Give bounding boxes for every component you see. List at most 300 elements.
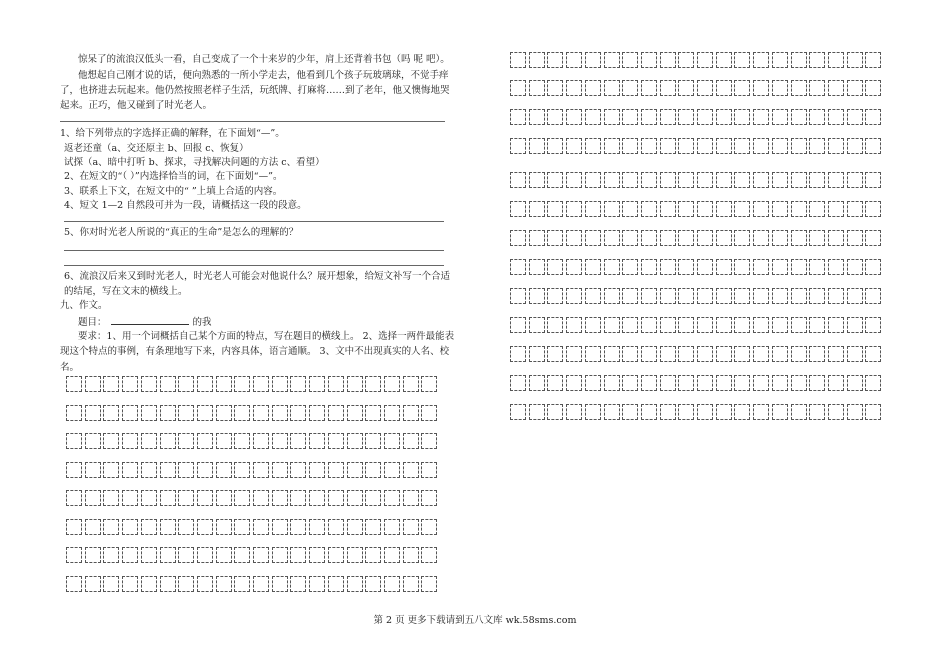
writing-cell[interactable] bbox=[309, 576, 325, 592]
writing-cell[interactable] bbox=[697, 201, 713, 217]
writing-cell[interactable] bbox=[290, 519, 306, 535]
writing-cell[interactable] bbox=[328, 462, 344, 478]
writing-cell[interactable] bbox=[865, 317, 881, 333]
writing-cell[interactable] bbox=[566, 288, 582, 304]
writing-cell[interactable] bbox=[622, 346, 638, 362]
writing-cell[interactable] bbox=[529, 109, 545, 125]
writing-cell[interactable] bbox=[809, 375, 825, 391]
writing-cell[interactable] bbox=[122, 490, 138, 506]
writing-cell[interactable] bbox=[772, 201, 788, 217]
writing-cell[interactable] bbox=[791, 109, 807, 125]
writing-cell[interactable] bbox=[547, 346, 563, 362]
writing-cell[interactable] bbox=[772, 230, 788, 246]
writing-cell[interactable] bbox=[678, 80, 694, 96]
writing-cell[interactable] bbox=[585, 138, 601, 154]
writing-cell[interactable] bbox=[290, 576, 306, 592]
writing-cell[interactable] bbox=[547, 52, 563, 68]
writing-cell[interactable] bbox=[85, 490, 101, 506]
writing-cell[interactable] bbox=[384, 376, 400, 392]
writing-cell[interactable] bbox=[865, 138, 881, 154]
writing-cell[interactable] bbox=[197, 576, 213, 592]
writing-cell[interactable] bbox=[697, 317, 713, 333]
writing-cell[interactable] bbox=[847, 375, 863, 391]
writing-cell[interactable] bbox=[547, 109, 563, 125]
writing-cell[interactable] bbox=[678, 201, 694, 217]
writing-cell[interactable] bbox=[529, 346, 545, 362]
writing-cell[interactable] bbox=[272, 376, 288, 392]
writing-cell[interactable] bbox=[716, 109, 732, 125]
writing-cell[interactable] bbox=[309, 462, 325, 478]
writing-cell[interactable] bbox=[529, 52, 545, 68]
writing-cell[interactable] bbox=[529, 138, 545, 154]
writing-cell[interactable] bbox=[622, 317, 638, 333]
writing-cell[interactable] bbox=[847, 201, 863, 217]
writing-cell[interactable] bbox=[791, 346, 807, 362]
writing-cell[interactable] bbox=[272, 433, 288, 449]
writing-cell[interactable] bbox=[365, 576, 381, 592]
writing-cell[interactable] bbox=[585, 288, 601, 304]
writing-cell[interactable] bbox=[421, 576, 437, 592]
writing-cell[interactable] bbox=[716, 317, 732, 333]
writing-cell[interactable] bbox=[421, 547, 437, 563]
writing-cell[interactable] bbox=[347, 405, 363, 421]
writing-cell[interactable] bbox=[403, 462, 419, 478]
writing-cell[interactable] bbox=[160, 547, 176, 563]
writing-cell[interactable] bbox=[216, 462, 232, 478]
composition-title-blank[interactable] bbox=[111, 315, 189, 325]
writing-cell[interactable] bbox=[66, 405, 82, 421]
writing-cell[interactable] bbox=[529, 230, 545, 246]
writing-cell[interactable] bbox=[791, 172, 807, 188]
writing-cell[interactable] bbox=[604, 288, 620, 304]
writing-cell[interactable] bbox=[585, 346, 601, 362]
writing-cell[interactable] bbox=[566, 80, 582, 96]
writing-cell[interactable] bbox=[178, 405, 194, 421]
writing-cell[interactable] bbox=[365, 547, 381, 563]
writing-cell[interactable] bbox=[660, 317, 676, 333]
writing-cell[interactable] bbox=[734, 138, 750, 154]
writing-cell[interactable] bbox=[365, 405, 381, 421]
writing-cell[interactable] bbox=[566, 317, 582, 333]
writing-cell[interactable] bbox=[403, 433, 419, 449]
writing-cell[interactable] bbox=[566, 230, 582, 246]
writing-cell[interactable] bbox=[604, 317, 620, 333]
writing-cell[interactable] bbox=[697, 404, 713, 420]
writing-cell[interactable] bbox=[809, 80, 825, 96]
writing-cell[interactable] bbox=[753, 172, 769, 188]
writing-cell[interactable] bbox=[585, 404, 601, 420]
writing-cell[interactable] bbox=[791, 80, 807, 96]
writing-cell[interactable] bbox=[234, 405, 250, 421]
writing-cell[interactable] bbox=[253, 519, 269, 535]
writing-cell[interactable] bbox=[716, 288, 732, 304]
writing-cell[interactable] bbox=[585, 317, 601, 333]
writing-cell[interactable] bbox=[160, 405, 176, 421]
writing-cell[interactable] bbox=[772, 138, 788, 154]
writing-cell[interactable] bbox=[272, 405, 288, 421]
writing-cell[interactable] bbox=[809, 52, 825, 68]
writing-cell[interactable] bbox=[234, 519, 250, 535]
writing-cell[interactable] bbox=[384, 405, 400, 421]
writing-cell[interactable] bbox=[216, 433, 232, 449]
writing-cell[interactable] bbox=[160, 490, 176, 506]
writing-cell[interactable] bbox=[641, 259, 657, 275]
writing-cell[interactable] bbox=[421, 490, 437, 506]
writing-cell[interactable] bbox=[384, 576, 400, 592]
writing-cell[interactable] bbox=[809, 230, 825, 246]
writing-cell[interactable] bbox=[791, 288, 807, 304]
writing-cell[interactable] bbox=[604, 52, 620, 68]
writing-cell[interactable] bbox=[384, 462, 400, 478]
writing-cell[interactable] bbox=[697, 288, 713, 304]
writing-cell[interactable] bbox=[510, 404, 526, 420]
writing-cell[interactable] bbox=[697, 259, 713, 275]
writing-cell[interactable] bbox=[216, 576, 232, 592]
writing-cell[interactable] bbox=[753, 201, 769, 217]
writing-cell[interactable] bbox=[753, 109, 769, 125]
writing-cell[interactable] bbox=[66, 490, 82, 506]
writing-cell[interactable] bbox=[365, 462, 381, 478]
writing-cell[interactable] bbox=[716, 346, 732, 362]
writing-cell[interactable] bbox=[660, 138, 676, 154]
writing-cell[interactable] bbox=[566, 346, 582, 362]
writing-cell[interactable] bbox=[622, 138, 638, 154]
writing-cell[interactable] bbox=[347, 576, 363, 592]
writing-cell[interactable] bbox=[585, 201, 601, 217]
writing-cell[interactable] bbox=[403, 490, 419, 506]
writing-cell[interactable] bbox=[716, 201, 732, 217]
writing-cell[interactable] bbox=[604, 230, 620, 246]
writing-cell[interactable] bbox=[547, 375, 563, 391]
writing-cell[interactable] bbox=[678, 346, 694, 362]
writing-cell[interactable] bbox=[753, 80, 769, 96]
writing-cell[interactable] bbox=[197, 433, 213, 449]
writing-cell[interactable] bbox=[103, 519, 119, 535]
writing-cell[interactable] bbox=[547, 317, 563, 333]
writing-cell[interactable] bbox=[828, 138, 844, 154]
writing-cell[interactable] bbox=[772, 317, 788, 333]
writing-cell[interactable] bbox=[253, 576, 269, 592]
writing-cell[interactable] bbox=[141, 490, 157, 506]
writing-cell[interactable] bbox=[641, 230, 657, 246]
writing-cell[interactable] bbox=[772, 172, 788, 188]
writing-cell[interactable] bbox=[865, 201, 881, 217]
writing-cell[interactable] bbox=[216, 519, 232, 535]
writing-cell[interactable] bbox=[791, 317, 807, 333]
writing-cell[interactable] bbox=[566, 404, 582, 420]
writing-cell[interactable] bbox=[547, 172, 563, 188]
writing-cell[interactable] bbox=[160, 433, 176, 449]
writing-cell[interactable] bbox=[160, 576, 176, 592]
writing-cell[interactable] bbox=[604, 172, 620, 188]
writing-cell[interactable] bbox=[847, 317, 863, 333]
writing-cell[interactable] bbox=[309, 547, 325, 563]
writing-cell[interactable] bbox=[328, 576, 344, 592]
writing-cell[interactable] bbox=[828, 109, 844, 125]
writing-cell[interactable] bbox=[547, 138, 563, 154]
writing-cell[interactable] bbox=[828, 201, 844, 217]
writing-cell[interactable] bbox=[122, 376, 138, 392]
writing-cell[interactable] bbox=[641, 346, 657, 362]
writing-cell[interactable] bbox=[641, 172, 657, 188]
writing-cell[interactable] bbox=[604, 109, 620, 125]
writing-cell[interactable] bbox=[585, 80, 601, 96]
writing-cell[interactable] bbox=[197, 519, 213, 535]
writing-cell[interactable] bbox=[828, 404, 844, 420]
writing-cell[interactable] bbox=[641, 317, 657, 333]
writing-cell[interactable] bbox=[585, 52, 601, 68]
writing-cell[interactable] bbox=[309, 405, 325, 421]
writing-cell[interactable] bbox=[66, 519, 82, 535]
writing-cell[interactable] bbox=[85, 376, 101, 392]
writing-cell[interactable] bbox=[347, 433, 363, 449]
writing-cell[interactable] bbox=[510, 138, 526, 154]
writing-cell[interactable] bbox=[328, 547, 344, 563]
writing-cell[interactable] bbox=[791, 259, 807, 275]
writing-cell[interactable] bbox=[678, 230, 694, 246]
writing-cell[interactable] bbox=[160, 376, 176, 392]
writing-cell[interactable] bbox=[622, 172, 638, 188]
writing-cell[interactable] bbox=[734, 230, 750, 246]
writing-cell[interactable] bbox=[347, 547, 363, 563]
writing-cell[interactable] bbox=[828, 172, 844, 188]
writing-cell[interactable] bbox=[234, 490, 250, 506]
writing-cell[interactable] bbox=[697, 172, 713, 188]
writing-cell[interactable] bbox=[510, 375, 526, 391]
writing-cell[interactable] bbox=[660, 259, 676, 275]
writing-cell[interactable] bbox=[547, 80, 563, 96]
writing-cell[interactable] bbox=[641, 52, 657, 68]
writing-cell[interactable] bbox=[328, 519, 344, 535]
writing-cell[interactable] bbox=[510, 259, 526, 275]
writing-cell[interactable] bbox=[103, 490, 119, 506]
writing-cell[interactable] bbox=[66, 376, 82, 392]
writing-cell[interactable] bbox=[753, 375, 769, 391]
writing-cell[interactable] bbox=[566, 201, 582, 217]
writing-cell[interactable] bbox=[622, 259, 638, 275]
writing-cell[interactable] bbox=[809, 259, 825, 275]
writing-cell[interactable] bbox=[141, 405, 157, 421]
writing-cell[interactable] bbox=[660, 109, 676, 125]
writing-cell[interactable] bbox=[309, 490, 325, 506]
writing-cell[interactable] bbox=[678, 172, 694, 188]
writing-cell[interactable] bbox=[753, 138, 769, 154]
writing-cell[interactable] bbox=[403, 405, 419, 421]
writing-cell[interactable] bbox=[865, 404, 881, 420]
writing-cell[interactable] bbox=[421, 376, 437, 392]
writing-cell[interactable] bbox=[585, 172, 601, 188]
writing-cell[interactable] bbox=[604, 201, 620, 217]
writing-cell[interactable] bbox=[85, 576, 101, 592]
writing-cell[interactable] bbox=[384, 547, 400, 563]
writing-cell[interactable] bbox=[328, 490, 344, 506]
writing-cell[interactable] bbox=[122, 547, 138, 563]
writing-cell[interactable] bbox=[791, 138, 807, 154]
writing-cell[interactable] bbox=[641, 138, 657, 154]
writing-cell[interactable] bbox=[809, 172, 825, 188]
writing-cell[interactable] bbox=[66, 462, 82, 478]
writing-cell[interactable] bbox=[734, 346, 750, 362]
writing-cell[interactable] bbox=[828, 346, 844, 362]
writing-cell[interactable] bbox=[253, 433, 269, 449]
writing-cell[interactable] bbox=[309, 519, 325, 535]
writing-cell[interactable] bbox=[753, 404, 769, 420]
writing-cell[interactable] bbox=[141, 519, 157, 535]
writing-cell[interactable] bbox=[865, 172, 881, 188]
writing-cell[interactable] bbox=[347, 376, 363, 392]
writing-cell[interactable] bbox=[510, 230, 526, 246]
writing-cell[interactable] bbox=[403, 376, 419, 392]
writing-cell[interactable] bbox=[421, 433, 437, 449]
writing-cell[interactable] bbox=[641, 375, 657, 391]
writing-cell[interactable] bbox=[585, 109, 601, 125]
writing-cell[interactable] bbox=[309, 433, 325, 449]
writing-cell[interactable] bbox=[772, 346, 788, 362]
writing-cell[interactable] bbox=[290, 462, 306, 478]
writing-cell[interactable] bbox=[734, 375, 750, 391]
writing-cell[interactable] bbox=[585, 230, 601, 246]
writing-cell[interactable] bbox=[716, 52, 732, 68]
writing-cell[interactable] bbox=[547, 230, 563, 246]
writing-cell[interactable] bbox=[791, 375, 807, 391]
writing-cell[interactable] bbox=[365, 519, 381, 535]
writing-cell[interactable] bbox=[347, 519, 363, 535]
writing-cell[interactable] bbox=[641, 80, 657, 96]
writing-cell[interactable] bbox=[772, 109, 788, 125]
writing-cell[interactable] bbox=[510, 52, 526, 68]
writing-cell[interactable] bbox=[103, 405, 119, 421]
writing-cell[interactable] bbox=[66, 433, 82, 449]
writing-cell[interactable] bbox=[716, 259, 732, 275]
writing-cell[interactable] bbox=[604, 259, 620, 275]
writing-cell[interactable] bbox=[103, 576, 119, 592]
writing-cell[interactable] bbox=[660, 80, 676, 96]
writing-cell[interactable] bbox=[234, 376, 250, 392]
writing-cell[interactable] bbox=[847, 230, 863, 246]
writing-cell[interactable] bbox=[678, 52, 694, 68]
question-5-answer-line-1[interactable] bbox=[64, 250, 444, 251]
writing-cell[interactable] bbox=[604, 80, 620, 96]
writing-cell[interactable] bbox=[547, 201, 563, 217]
writing-cell[interactable] bbox=[697, 80, 713, 96]
writing-cell[interactable] bbox=[122, 405, 138, 421]
writing-cell[interactable] bbox=[678, 259, 694, 275]
writing-cell[interactable] bbox=[828, 80, 844, 96]
writing-cell[interactable] bbox=[547, 259, 563, 275]
writing-cell[interactable] bbox=[234, 547, 250, 563]
writing-cell[interactable] bbox=[865, 375, 881, 391]
writing-cell[interactable] bbox=[716, 172, 732, 188]
writing-cell[interactable] bbox=[865, 288, 881, 304]
writing-cell[interactable] bbox=[809, 288, 825, 304]
writing-cell[interactable] bbox=[604, 404, 620, 420]
writing-cell[interactable] bbox=[566, 52, 582, 68]
writing-cell[interactable] bbox=[791, 201, 807, 217]
writing-cell[interactable] bbox=[678, 404, 694, 420]
writing-cell[interactable] bbox=[85, 405, 101, 421]
writing-cell[interactable] bbox=[103, 462, 119, 478]
writing-cell[interactable] bbox=[697, 375, 713, 391]
writing-cell[interactable] bbox=[660, 201, 676, 217]
writing-cell[interactable] bbox=[697, 346, 713, 362]
writing-cell[interactable] bbox=[122, 462, 138, 478]
writing-cell[interactable] bbox=[234, 576, 250, 592]
writing-cell[interactable] bbox=[197, 405, 213, 421]
writing-cell[interactable] bbox=[384, 433, 400, 449]
writing-cell[interactable] bbox=[622, 230, 638, 246]
writing-cell[interactable] bbox=[678, 288, 694, 304]
writing-cell[interactable] bbox=[272, 462, 288, 478]
writing-cell[interactable] bbox=[865, 259, 881, 275]
writing-cell[interactable] bbox=[622, 201, 638, 217]
writing-cell[interactable] bbox=[772, 404, 788, 420]
writing-cell[interactable] bbox=[272, 547, 288, 563]
writing-cell[interactable] bbox=[197, 490, 213, 506]
writing-cell[interactable] bbox=[865, 52, 881, 68]
writing-cell[interactable] bbox=[85, 462, 101, 478]
writing-cell[interactable] bbox=[529, 201, 545, 217]
writing-cell[interactable] bbox=[216, 405, 232, 421]
writing-cell[interactable] bbox=[272, 576, 288, 592]
writing-cell[interactable] bbox=[678, 375, 694, 391]
writing-cell[interactable] bbox=[809, 346, 825, 362]
writing-cell[interactable] bbox=[734, 317, 750, 333]
writing-cell[interactable] bbox=[253, 490, 269, 506]
writing-cell[interactable] bbox=[660, 404, 676, 420]
writing-cell[interactable] bbox=[529, 172, 545, 188]
writing-cell[interactable] bbox=[421, 462, 437, 478]
writing-cell[interactable] bbox=[566, 172, 582, 188]
writing-cell[interactable] bbox=[216, 547, 232, 563]
writing-cell[interactable] bbox=[529, 259, 545, 275]
writing-cell[interactable] bbox=[85, 433, 101, 449]
writing-cell[interactable] bbox=[772, 80, 788, 96]
story-end-answer-line[interactable] bbox=[60, 121, 445, 122]
writing-cell[interactable] bbox=[791, 52, 807, 68]
writing-cell[interactable] bbox=[865, 346, 881, 362]
writing-cell[interactable] bbox=[734, 80, 750, 96]
writing-cell[interactable] bbox=[178, 462, 194, 478]
writing-cell[interactable] bbox=[622, 375, 638, 391]
writing-cell[interactable] bbox=[641, 201, 657, 217]
writing-cell[interactable] bbox=[510, 201, 526, 217]
writing-cell[interactable] bbox=[141, 433, 157, 449]
writing-cell[interactable] bbox=[772, 259, 788, 275]
writing-cell[interactable] bbox=[160, 519, 176, 535]
writing-cell[interactable] bbox=[753, 52, 769, 68]
writing-cell[interactable] bbox=[365, 490, 381, 506]
writing-cell[interactable] bbox=[253, 405, 269, 421]
writing-cell[interactable] bbox=[510, 109, 526, 125]
writing-cell[interactable] bbox=[403, 576, 419, 592]
writing-cell[interactable] bbox=[828, 317, 844, 333]
writing-cell[interactable] bbox=[103, 547, 119, 563]
writing-cell[interactable] bbox=[216, 376, 232, 392]
writing-cell[interactable] bbox=[734, 172, 750, 188]
writing-cell[interactable] bbox=[847, 109, 863, 125]
writing-cell[interactable] bbox=[865, 80, 881, 96]
writing-cell[interactable] bbox=[141, 376, 157, 392]
writing-cell[interactable] bbox=[753, 259, 769, 275]
writing-cell[interactable] bbox=[547, 288, 563, 304]
writing-cell[interactable] bbox=[529, 317, 545, 333]
writing-cell[interactable] bbox=[66, 576, 82, 592]
writing-cell[interactable] bbox=[809, 201, 825, 217]
writing-cell[interactable] bbox=[178, 519, 194, 535]
writing-cell[interactable] bbox=[641, 109, 657, 125]
writing-cell[interactable] bbox=[697, 109, 713, 125]
writing-cell[interactable] bbox=[178, 576, 194, 592]
